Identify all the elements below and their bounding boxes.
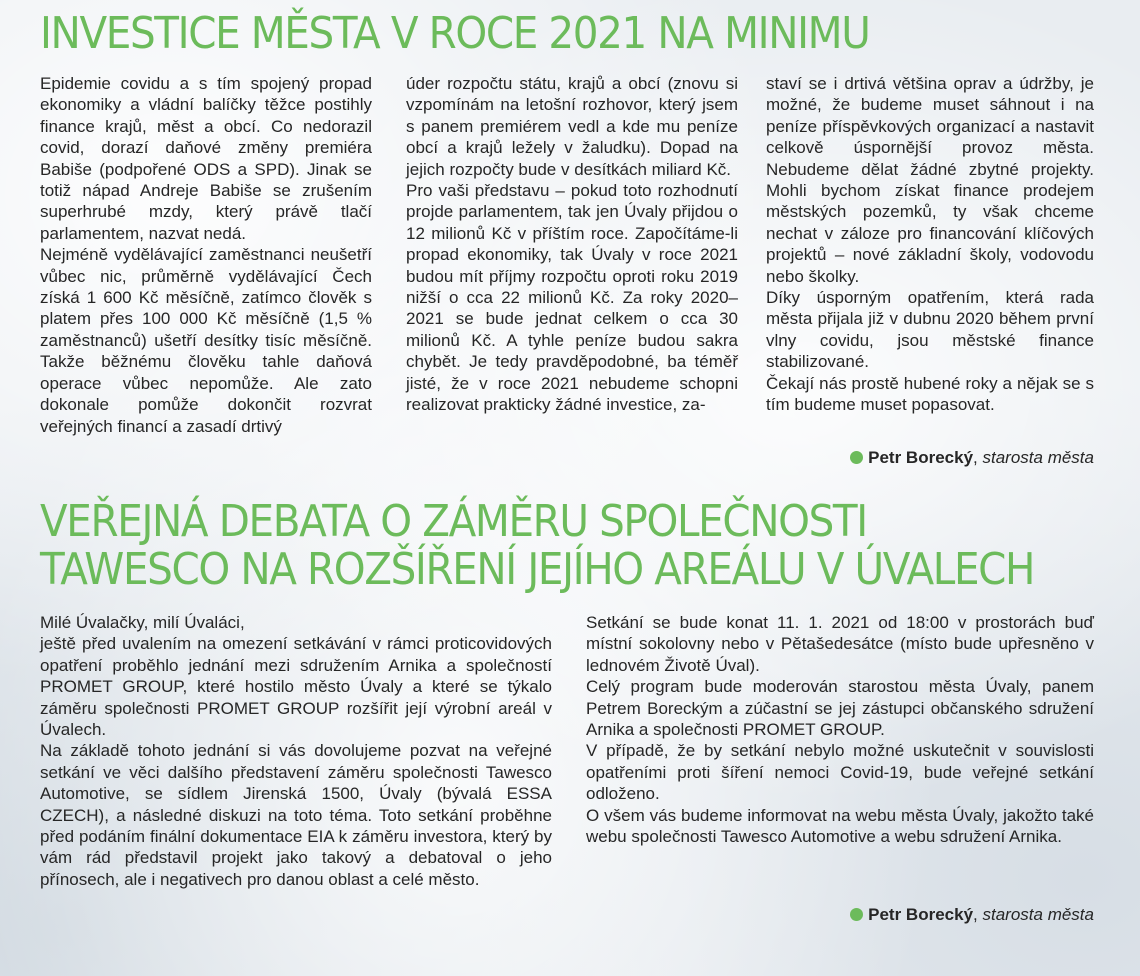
article1-signature — [850, 447, 1094, 468]
article1-column-1 — [40, 73, 372, 437]
author-name: Petr Borecký — [868, 448, 974, 467]
paragraph: Pro vaši představu – pokud toto rozhodnutí projde parlamentem, tak jen Úvaly přijdou o 12 milionů Kč v příštím roce. Započítáme-li propad ekonomiky, tak Úvaly v roce 2021 budou mít příjmy rozpočtu oproti roku 2019 nižší o cca 22 milionů Kč. Za roky 2020–2021 se bude jednat celkem o cca 30 milionů Kč. A tyhle peníze budou sakra chybět. Je tedy pravděpodobné, ba téměř jisté, že v roce 2021 nebudeme schopni realizovat prakticky žádné investice, za- — [406, 181, 738, 415]
article1-headline: INVESTICE MĚSTA V ROCE 2021 NA MINIMU — [40, 8, 870, 59]
headline-line: VEŘEJNÁ DEBATA O ZÁMĚRU SPOLEČNOSTI — [40, 496, 867, 547]
paragraph: Milé Úvalačky, milí Úvaláci, — [40, 613, 245, 632]
paragraph: Epidemie covidu a s tím spojený propad ekonomiky a vládní balíčky těžce postihly finance krajů, měst a obcí. Co nedorazil covid, dorazí daňové změny premiéra Babiše (podpořené ODS a SPD). Jinak se totiž nápad Andreje Babiše se zrušením superhrubé mzdy, který právě tlačí parlamentem, nazvat nedá. — [40, 74, 372, 243]
author-role: starosta města — [982, 905, 1094, 924]
author-name: Petr Borecký — [868, 905, 974, 924]
paragraph: staví se i drtivá většina oprav a údržby, je možné, že budeme muset sáhnout i na peníze příspěvkových organizací a nastavit celkově úspornější provoz města. Nebudeme dělat žádné zbytné projekty. Mohli bychom získat finance prodejem městských pozemků, ty však chceme nechat v záloze pro financování klíčových projektů – nové základní školy, vodovodu nebo školky. — [766, 74, 1094, 286]
green-dot-icon — [850, 451, 863, 464]
paragraph: V případě, že by setkání nebylo možné uskutečnit v souvislosti opatřeními proti šíření nemoci Covid-19, bude veřejné setkání odloženo. — [586, 741, 1094, 804]
green-dot-icon — [850, 908, 863, 921]
paragraph: Na základě tohoto jednání si vás dovolujeme pozvat na veřejné setkání ve věci dalšího představení záměru společnosti Tawesco Automotive, se sídlem Jirenská 1500, Úvaly (bývalá ESSA CZECH), a následné diskuzi na toto téma. Toto setkání proběhne před podáním finální dokumentace EIA k záměru investora, který by vám rád představil projekt jako takový a debatoval o jeho přínosech, ale i negativech pro danou oblast a celé město. — [40, 741, 552, 889]
article2-column-2 — [586, 612, 1094, 847]
paragraph: Čekají nás prostě hubené roky a nějak se s tím budeme muset popasovat. — [766, 373, 1094, 415]
paragraph: O všem vás budeme informovat na webu města Úvaly, jakožto také webu společnosti Tawesco Automotive a webu sdružení Arnika. — [586, 805, 1094, 847]
paragraph: Nejméně vydělávající zaměstnanci neušetří vůbec nic, průměrně vydělávající Čech získá 1 600 Kč měsíčně, zatímco člověk s platem přes 100 000 Kč měsíčně (1,5 % zaměstnanců) ušetří desítky tisíc měsíčně. Takže běžnému člověku tahle daňová operace vůbec nepomůže. Ale zato dokonale pomůže dokončit rozvrat veřejných financí a zasadí drtivý — [40, 245, 372, 436]
article2-column-1 — [40, 612, 552, 890]
article1-column-2 — [406, 73, 738, 416]
headline-line: TAWESCO NA ROZŠÍŘENÍ JEJÍHO AREÁLU V ÚVALECH — [40, 544, 1035, 595]
paragraph: Setkání se bude konat 11. 1. 2021 od 18:00 v prostorách buď místní sokolovny nebo v Pětašedesátce (místo bude upřesněno v lednovém Životě Úval). — [586, 613, 1094, 675]
paragraph: ještě před uvalením na omezení setkávání v rámci proticovidových opatření proběhlo jednání mezi sdružením Arnika a společností PROMET GROUP, které hostilo město Úvaly a které se týkalo záměru společnosti PROMET GROUP rozšířit její výrobní areál v Úvalech. — [40, 634, 552, 740]
paragraph: Díky úsporným opatřením, která rada města přijala již v dubnu 2020 během první vlny covidu, jsou městské finance stabilizované. — [766, 288, 1094, 372]
author-role: starosta města — [982, 448, 1094, 467]
article1-column-3 — [766, 73, 1094, 416]
article2-headline — [40, 498, 1034, 594]
signature-separator: , — [973, 905, 978, 924]
article2-signature — [850, 904, 1094, 925]
paragraph: úder rozpočtu státu, krajů a obcí (znovu si vzpomínám na letošní rozhovor, který jsem s panem premiérem vedl a kde mu peníze obcí a krajů ležely v žaludku). Dopad na jejich rozpočty bude v desítkách miliard Kč. — [406, 74, 738, 179]
paragraph: Celý program bude moderován starostou města Úvaly, panem Petrem Boreckým a zúčastní se jej zástupci občanského sdružení Arnika a společnosti PROMET GROUP. — [586, 677, 1094, 740]
signature-separator: , — [973, 448, 978, 467]
